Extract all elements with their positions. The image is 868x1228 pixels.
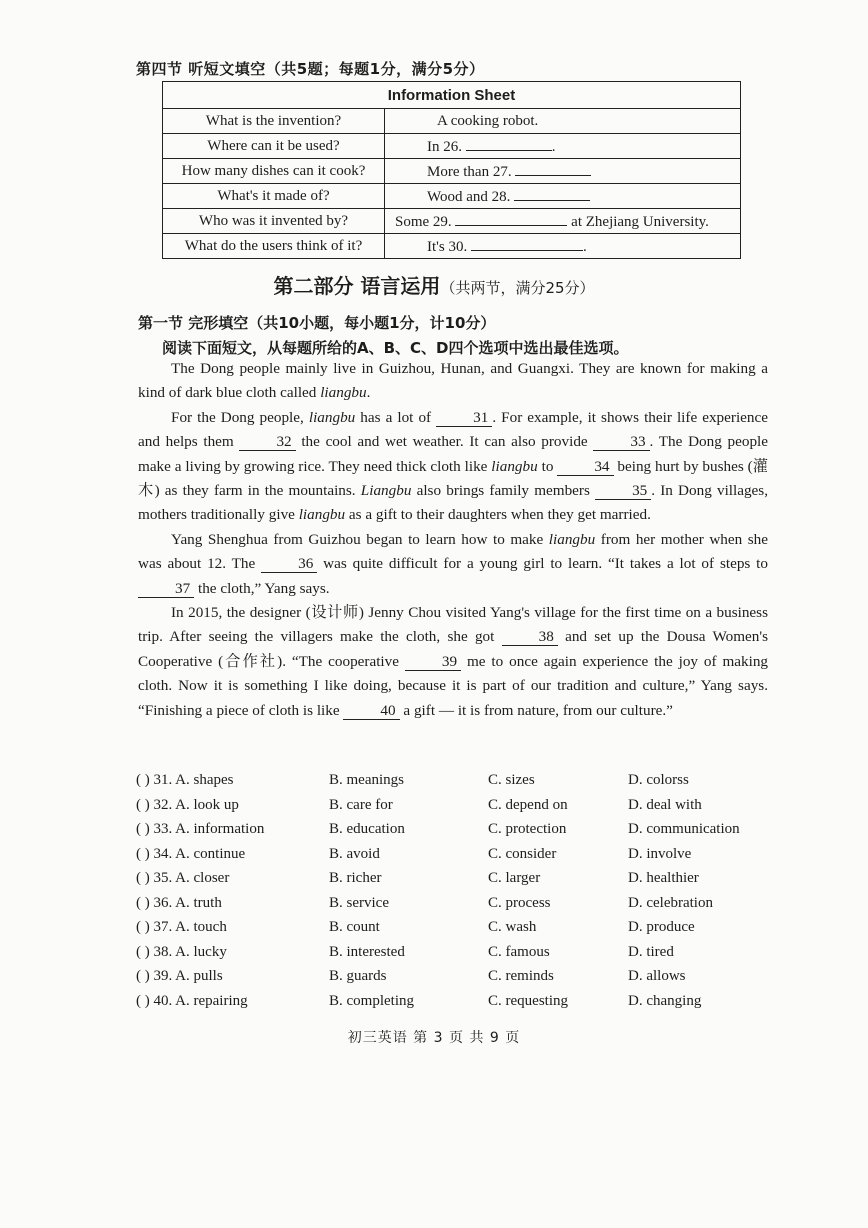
option-d[interactable]: D. deal with <box>628 796 702 813</box>
information-sheet <box>162 81 741 259</box>
option-d[interactable]: D. colorss <box>628 772 689 788</box>
sheet-row <box>163 234 741 259</box>
option-d[interactable]: D. involve <box>628 845 692 862</box>
options-list <box>136 772 756 1017</box>
answer-blank-28[interactable] <box>514 186 590 201</box>
sheet-row <box>163 184 741 209</box>
option-c[interactable]: C. protection <box>488 821 567 837</box>
answer-blank-26[interactable] <box>466 136 552 151</box>
cloze-gap: 38 <box>502 629 558 646</box>
option-c[interactable]: C. sizes <box>488 772 535 788</box>
option-b[interactable]: B. count <box>329 919 380 935</box>
option-b[interactable]: B. care for <box>329 796 393 813</box>
option-b[interactable]: B. education <box>329 821 405 837</box>
page-footer: 初三英语 第 3 页 共 9 页 <box>347 1030 521 1046</box>
sheet-answer: In 26. <box>427 139 462 155</box>
cloze-gap: 33 <box>593 434 649 451</box>
option-b[interactable]: B. avoid <box>329 845 380 862</box>
answer-blank-29[interactable] <box>455 211 567 226</box>
option-c[interactable]: C. wash <box>488 919 537 935</box>
part2-title: 第二部分 语言运用 <box>273 274 441 298</box>
passage-paragraph: Yang Shenghua from Guizhou began to learn how to make liangbu from her mother when she was about 12. The 36 was quite difficult for a young girl to learn. “It takes a lot of steps to 37 the cloth,” Yang says. <box>138 530 768 597</box>
option-c[interactable]: C. depend on <box>488 796 568 813</box>
sheet-answer-tail: at Zhejiang University. <box>567 214 709 230</box>
part2-subtitle: （共两节，满分25分） <box>440 279 595 297</box>
option-c[interactable]: C. larger <box>488 870 541 886</box>
option-c[interactable]: C. requesting <box>488 992 568 1009</box>
option-row <box>136 993 756 1018</box>
cloze-gap: 31 <box>436 410 492 427</box>
passage-paragraph: In 2015, the designer (设计师) Jenny Chou visited Yang's village for the first time on a business trip. After seeing the villagers make the cloth, she got 38 and set up the Dousa Women's Cooperative (合作社). “The cooperative 39 me to once again experience the joy of making cloth. Now it is something I like doing, because it is part of our tradition and culture,” Yang says. “Finishing a piece of cloth is like 40 a gift — it is from nature, from our culture.” <box>138 604 769 719</box>
sheet-answer: Some 29. <box>395 214 452 230</box>
cloze-gap: 37 <box>138 581 194 598</box>
option-row <box>136 797 756 822</box>
sheet-question: What's it made of? <box>163 184 385 209</box>
sheet-answer-tail: . <box>551 139 556 155</box>
sheet-answer-tail: . <box>582 239 587 255</box>
option-b[interactable]: B. meanings <box>329 772 404 788</box>
option-a[interactable]: ( ) 37. A. touch <box>136 919 227 935</box>
sheet-answer: More than 27. <box>427 164 512 180</box>
option-a[interactable]: ( ) 33. A. information <box>136 821 265 837</box>
sheet-answer: Wood and 28. <box>427 189 511 205</box>
option-row <box>136 895 756 920</box>
sheet-row <box>163 109 741 134</box>
sheet-row <box>163 159 741 184</box>
option-row <box>136 846 756 871</box>
option-a[interactable]: ( ) 34. A. continue <box>136 845 246 862</box>
sheet-question: What is the invention? <box>163 109 385 134</box>
cloze-gap: 36 <box>261 556 317 573</box>
sheet-row <box>163 134 741 159</box>
section1-heading: 第一节 完形填空（共10小题，每小题1分，计10分） <box>138 314 496 332</box>
option-row <box>136 772 756 797</box>
option-row <box>136 968 756 993</box>
cloze-passage <box>138 357 768 723</box>
sheet-question: Where can it be used? <box>163 134 385 159</box>
option-b[interactable]: B. richer <box>329 870 382 886</box>
option-c[interactable]: C. consider <box>488 845 557 862</box>
option-d[interactable]: D. produce <box>628 919 695 935</box>
cloze-gap: 35 <box>595 483 651 500</box>
section4-heading: 第四节 听短文填空（共5题；每题1分，满分5分） <box>136 60 485 78</box>
option-c[interactable]: C. process <box>488 894 551 911</box>
option-a[interactable]: ( ) 38. A. lucky <box>136 943 227 960</box>
option-b[interactable]: B. completing <box>329 992 414 1009</box>
option-d[interactable]: D. tired <box>628 943 674 960</box>
option-d[interactable]: D. healthier <box>628 870 699 886</box>
option-c[interactable]: C. famous <box>488 943 550 960</box>
option-d[interactable]: D. celebration <box>628 894 713 911</box>
sheet-title: Information Sheet <box>163 82 741 109</box>
answer-blank-27[interactable] <box>515 161 591 176</box>
sheet-question: Who was it invented by? <box>163 209 385 234</box>
option-row <box>136 870 756 895</box>
option-row <box>136 944 756 969</box>
cloze-gap: 39 <box>405 654 461 671</box>
passage-paragraph: The Dong people mainly live in Guizhou, Hunan, and Guangxi. They are known for making a kind of dark blue cloth called liangbu. <box>138 360 768 402</box>
option-d[interactable]: D. communication <box>628 821 740 837</box>
option-d[interactable]: D. changing <box>628 992 702 1009</box>
cloze-gap: 34 <box>557 459 613 476</box>
instruction-text: 阅读下面短文，从每题所给的A、B、C、D四个选项中选出最佳选项。 <box>162 339 629 357</box>
option-d[interactable]: D. allows <box>628 968 686 984</box>
option-a[interactable]: ( ) 40. A. repairing <box>136 992 248 1009</box>
option-b[interactable]: B. service <box>329 894 389 911</box>
sheet-question: What do the users think of it? <box>163 234 385 259</box>
option-row <box>136 919 756 944</box>
sheet-row <box>163 209 741 234</box>
sheet-answer: A cooking robot. <box>437 112 539 129</box>
option-a[interactable]: ( ) 35. A. closer <box>136 870 230 886</box>
answer-blank-30[interactable] <box>471 236 583 251</box>
option-a[interactable]: ( ) 32. A. look up <box>136 796 239 813</box>
option-b[interactable]: B. interested <box>329 943 405 960</box>
cloze-gap: 32 <box>239 434 295 451</box>
option-row <box>136 821 756 846</box>
cloze-gap: 40 <box>343 703 399 720</box>
passage-paragraph: For the Dong people, liangbu has a lot of 31 . For example, it shows their life experience and helps them 32 the cool and wet weather. It can also provide 33 . The Dong people make a living by growing rice. They need thick cloth like liangbu to 34 being hurt by bushes (灌木) as they farm in the mountains. Liangbu also brings family members 35 . In Dong villages, mothers traditionally give liangbu as a gift to their daughters when they get married. <box>138 408 769 524</box>
sheet-answer: It's 30. <box>427 239 468 255</box>
option-a[interactable]: ( ) 31. A. shapes <box>136 772 234 788</box>
option-c[interactable]: C. reminds <box>488 968 554 984</box>
part2-heading <box>0 270 868 299</box>
option-a[interactable]: ( ) 36. A. truth <box>136 894 222 911</box>
option-a[interactable]: ( ) 39. A. pulls <box>136 968 223 984</box>
option-b[interactable]: B. guards <box>329 968 387 984</box>
sheet-question: How many dishes can it cook? <box>163 159 385 184</box>
